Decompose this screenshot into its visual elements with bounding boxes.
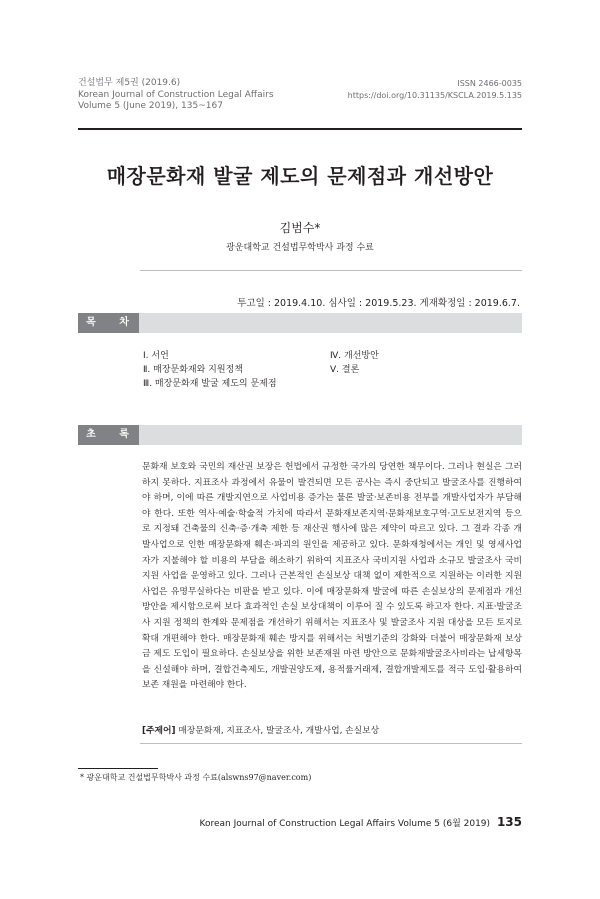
keywords-list: 매장문화재, 지표조사, 발굴조사, 개발사업, 손실보상 — [178, 726, 380, 736]
journal-english-name: Korean Journal of Construction Legal Affairs — [78, 89, 274, 100]
abstract-label: 초 록 — [78, 425, 139, 445]
abstract-text: 문화재 보호와 국민의 재산권 보장은 헌법에서 규정한 국가의 당연한 책무이다. 그러나 현실은 그러하지 못하다. 지표조사 과정에서 유물이 발견되면 모든 공사는 즉시 중단되고 발굴조사를 진행하여야 하며, 이에 따른 개발지연으로 사업비용 증가는 물론 발굴·보존비용 전부를 개발사업자가 부담해야 한다. 또한 역사·예술·학술적 가치에 따라서 문화재보존지역·문화재보호구역·고도보전지역 등으로 지정돼 건축물의 신축·증·개축 제한 등 재산권 행사에 많은 제약이 따르고 있다. 그 결과 각종 개발사업으로 인한 매장문화재 훼손·파괴의 원인을 제공하고 있다. 문화재청에서는 개인 및 영세사업자가 지불해야 할 비용의 부담을 해소하기 위하여 지표조사 국비지원 사업과 소규모 발굴조사 국비지원 사업을 운영하고 있다. 그러나 근본적인 손실보상 대책 없이 제한적으로 지원하는 이러한 지원사업은 유명무실하다는 비판을 받고 있다. 이에 매장문화재 발굴에 따른 손실보상의 문제점과 개선방안을 제시함으로써 보다 효과적인 손실 보상대책이 이루어 질 수 있도록 하고자 한다. 지표·발굴조사 지원 정책의 한계와 문제점을 개선하기 위해서는 지표조사 및 발굴조사 지원 대상을 모든 토지로 확대 개편해야 한다. 매장문화재 훼손 방지를 위해서는 처벌기준의 강화와 더불어 매장문화재 보상금 제도 도입이 필요하다. 손실보상을 위한 보존재원 마련 방안으로 문화재발굴조사비라는 납세항목을 신설해야 하며, 결합건축제도, 개발권양도제, 용적률거래제, 결합개발제도를 적극 도입·활용하여 보존 재원을 마련해야 한다. — [142, 462, 522, 691]
toc-item-4: Ⅳ. 개선방안 — [330, 351, 379, 361]
toc-item-3: Ⅲ. 매장문화재 발굴 제도의 문제점 — [143, 379, 277, 389]
page-number: 135 — [496, 815, 522, 829]
author-footnote: * 광운대학교 건설법무학박사 과정 수료(alswns97@naver.com) — [80, 773, 312, 782]
keywords — [142, 723, 379, 736]
toc-item-5: Ⅴ. 결론 — [330, 365, 360, 375]
keywords-divider — [140, 743, 522, 744]
paper-title: 매장문화재 발굴 제도의 문제점과 개선방안 — [106, 164, 494, 188]
journal-identifiers — [348, 78, 522, 101]
toc-section-bar — [78, 313, 522, 333]
toc-right-column — [330, 349, 379, 377]
page-footer — [200, 815, 522, 829]
toc-label: 목 차 — [78, 313, 139, 333]
toc-item-1: Ⅰ. 서언 — [143, 351, 169, 361]
author-affiliation: 광운대학교 건설법무학박사 과정 수료 — [226, 243, 374, 253]
submission-dates: 투고일 : 2019.4.10. 심사일 : 2019.5.23. 게재확정일 : 2019.6.7. — [237, 298, 520, 309]
abstract-section-bar — [78, 425, 522, 445]
journal-volume: Volume 5 (June 2019), 135~167 — [78, 101, 223, 111]
footer-journal: Korean Journal of Construction Legal Affairs Volume 5 (6월 2019) — [199, 819, 491, 829]
journal-korean-citation: 건설법무 제5권 (2019.6) — [78, 78, 181, 88]
keywords-label: [주제어] — [142, 726, 176, 736]
meta-divider — [140, 270, 522, 271]
author-name: 김범수* — [279, 221, 321, 235]
issn: ISSN 2466-0035 — [457, 79, 522, 88]
journal-info — [78, 78, 274, 113]
doi-link[interactable]: https://doi.org/10.31135/KSCLA.2019.5.135 — [347, 90, 522, 100]
toc-left-column — [143, 349, 277, 391]
header-rule — [78, 128, 522, 130]
toc-item-2: Ⅱ. 매장문화재와 지원정책 — [143, 365, 243, 375]
footnote-rule — [78, 768, 158, 769]
